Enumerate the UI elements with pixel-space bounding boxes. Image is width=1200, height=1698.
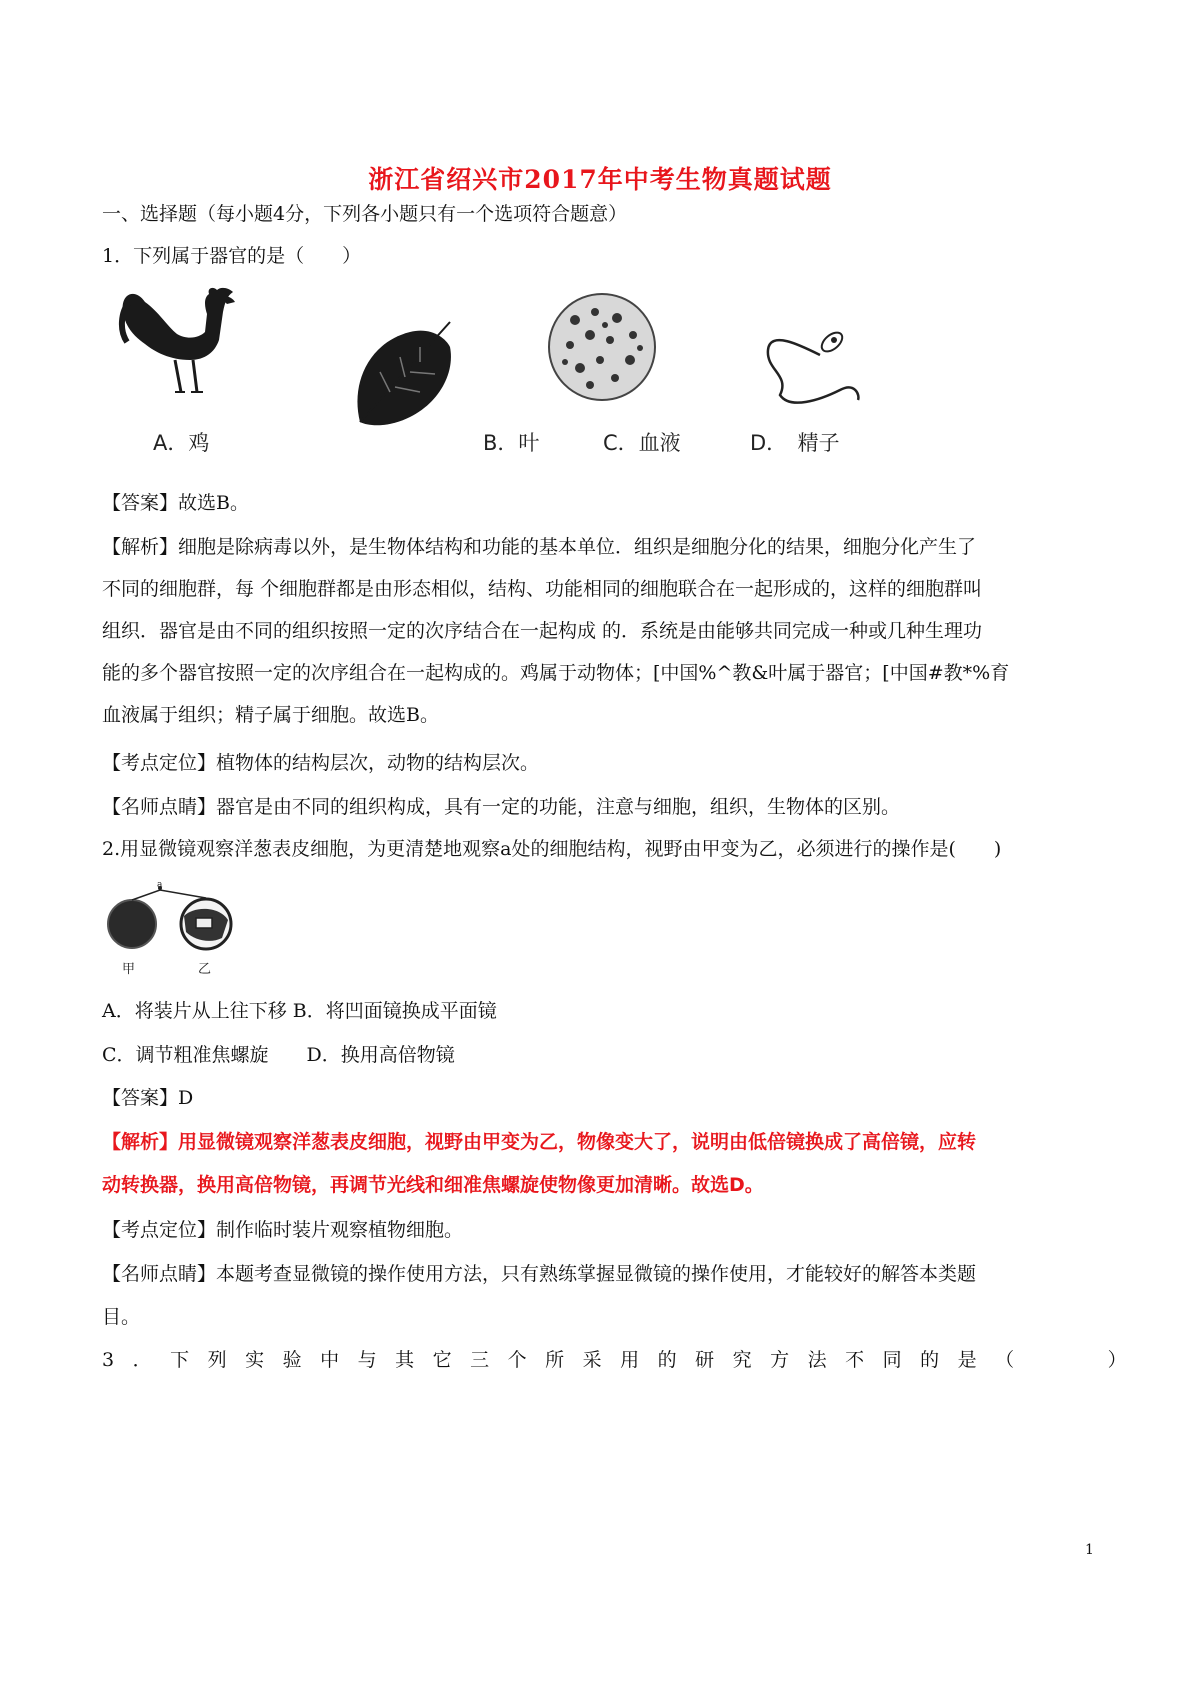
q2-analysis-line: 动转换器，换用高倍物镜，再调节光线和细准焦螺旋使物像更加清晰。故选D。 — [102, 1174, 764, 1196]
q1-stem: 1．下列属于器官的是（ ） — [102, 245, 362, 267]
q2-mingshi-line: 目。 — [102, 1306, 141, 1328]
document-title: 浙江省绍兴市2017年中考生物真题试题 — [368, 165, 832, 194]
q1-analysis-line: 【解析】细胞是除病毒以外，是生物体结构和功能的基本单位．组织是细胞分化的结果，细胞分化产生了 — [102, 536, 977, 558]
q2-options-line: C．调节粗准焦螺旋 D．换用高倍物镜 — [102, 1044, 455, 1066]
q2-mingshi-line: 【名师点睛】本题考查显微镜的操作使用方法，只有熟练掌握显微镜的操作使用，才能较好的解答本类题 — [102, 1263, 977, 1285]
q2-answer: 【答案】D — [102, 1087, 194, 1109]
q2-options-line: A．将装片从上往下移 B．将凹面镜换成平面镜 — [102, 1000, 497, 1022]
page-number: 1 — [1085, 1542, 1094, 1558]
q2-label-yi: 乙 — [198, 962, 212, 977]
q2-label-a: a — [157, 880, 163, 890]
blood-image — [545, 290, 660, 405]
q1-kaodian: 【考点定位】植物体的结构层次，动物的结构层次。 — [102, 752, 540, 774]
q1-analysis-line: 不同的细胞群，每 个细胞群都是由形态相似，结构、功能相同的细胞联合在一起形成的，这样的细胞群叫 — [102, 578, 983, 600]
q1-caption-d: D． 精子 — [750, 431, 840, 455]
q2-microscope-figure — [104, 878, 244, 984]
q1-caption-c: C．血液 — [603, 431, 681, 455]
q1-caption-a: A．鸡 — [153, 431, 210, 455]
leaf-image — [350, 312, 465, 432]
q2-label-jia: 甲 — [122, 962, 136, 977]
q1-analysis-line: 组织．器官是由不同的组织按照一定的次序结合在一起构成 的．系统是由能够共同完成一种或几种生理功 — [102, 620, 983, 642]
rooster-image — [115, 282, 255, 417]
sperm-image — [760, 320, 870, 410]
q1-analysis-line: 能的多个器官按照一定的次序组合在一起构成的。鸡属于动物体；[中国%^教&叶属于器官；[中国#教*%育 — [102, 662, 1010, 684]
q3-stem: 3．下列实验中与其它三个所采用的研究方法不同的是（ ） — [102, 1349, 1146, 1371]
q1-caption-b: B．叶 — [483, 431, 540, 455]
q1-figure — [105, 282, 885, 467]
q2-stem: 2.用显微镜观察洋葱表皮细胞，为更清楚地观察a处的细胞结构，视野由甲变为乙，必须进行的操作是( ) — [102, 838, 1002, 860]
section-heading: 一、选择题（每小题4分，下列各小题只有一个选项符合题意） — [102, 203, 628, 225]
q1-analysis-line: 血液属于组织；精子属于细胞。故选B。 — [102, 704, 439, 726]
q1-mingshi: 【名师点睛】器官是由不同的组织构成，具有一定的功能，注意与细胞，组织，生物体的区别。 — [102, 796, 901, 818]
q2-kaodian: 【考点定位】制作临时装片观察植物细胞。 — [102, 1219, 464, 1241]
q1-answer: 【答案】故选B。 — [102, 492, 249, 514]
q2-analysis-line: 【解析】用显微镜观察洋葱表皮细胞，视野由甲变为乙，物像变大了，说明由低倍镜换成了高倍镜，应转 — [102, 1131, 977, 1153]
